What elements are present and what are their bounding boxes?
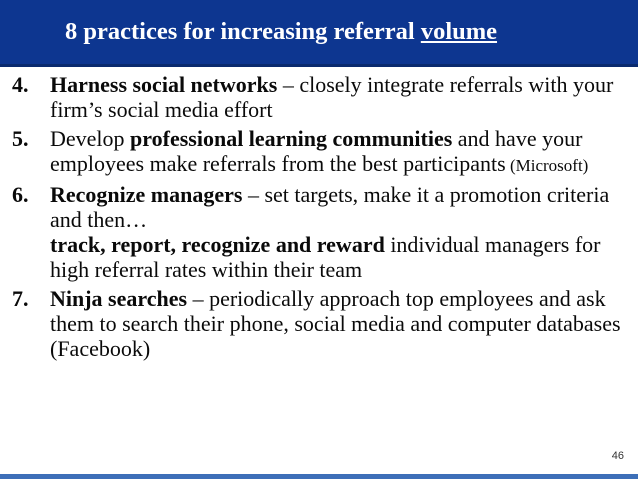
item-heading: Recognize managers: [50, 182, 243, 207]
title-bar: [0, 0, 638, 67]
item-number: 7.: [12, 286, 29, 311]
list-item: [12, 126, 634, 178]
item-text: – closely integrate referrals with your firm’s social media effort: [50, 72, 614, 122]
item-note: (Facebook): [50, 336, 151, 361]
item-heading: professional learning communities: [130, 126, 453, 151]
item-text: – periodically approach top employees and ask them to search their phone, social media and computer databases: [50, 286, 621, 336]
item-number: 5.: [12, 126, 29, 151]
list-item: [12, 182, 634, 282]
item-heading: Ninja searches: [50, 286, 188, 311]
bottom-bar: [0, 474, 638, 479]
slide-title: [65, 18, 497, 46]
item-number: 4.: [12, 72, 29, 97]
practice-list: [12, 72, 634, 365]
item-text: – set targets, make it a promotion criteria and then…: [50, 182, 610, 232]
list-item: [12, 286, 634, 361]
page-number: 46: [611, 450, 624, 462]
title-main-text: 8 practices for increasing referral: [65, 18, 415, 45]
item-subheading: track, report, recognize and reward: [50, 232, 385, 257]
title-underlined-word: volume: [420, 18, 498, 45]
item-text-continued: individual managers for high referral rates within their team: [50, 232, 601, 282]
item-number: 6.: [12, 182, 29, 207]
item-text: and have your employees make referrals from the best participants: [50, 126, 583, 176]
item-note: (Microsoft): [505, 156, 589, 175]
item-heading: Harness social networks: [50, 72, 278, 97]
item-text-prefix: Develop: [50, 126, 131, 151]
list-item: [12, 72, 634, 122]
